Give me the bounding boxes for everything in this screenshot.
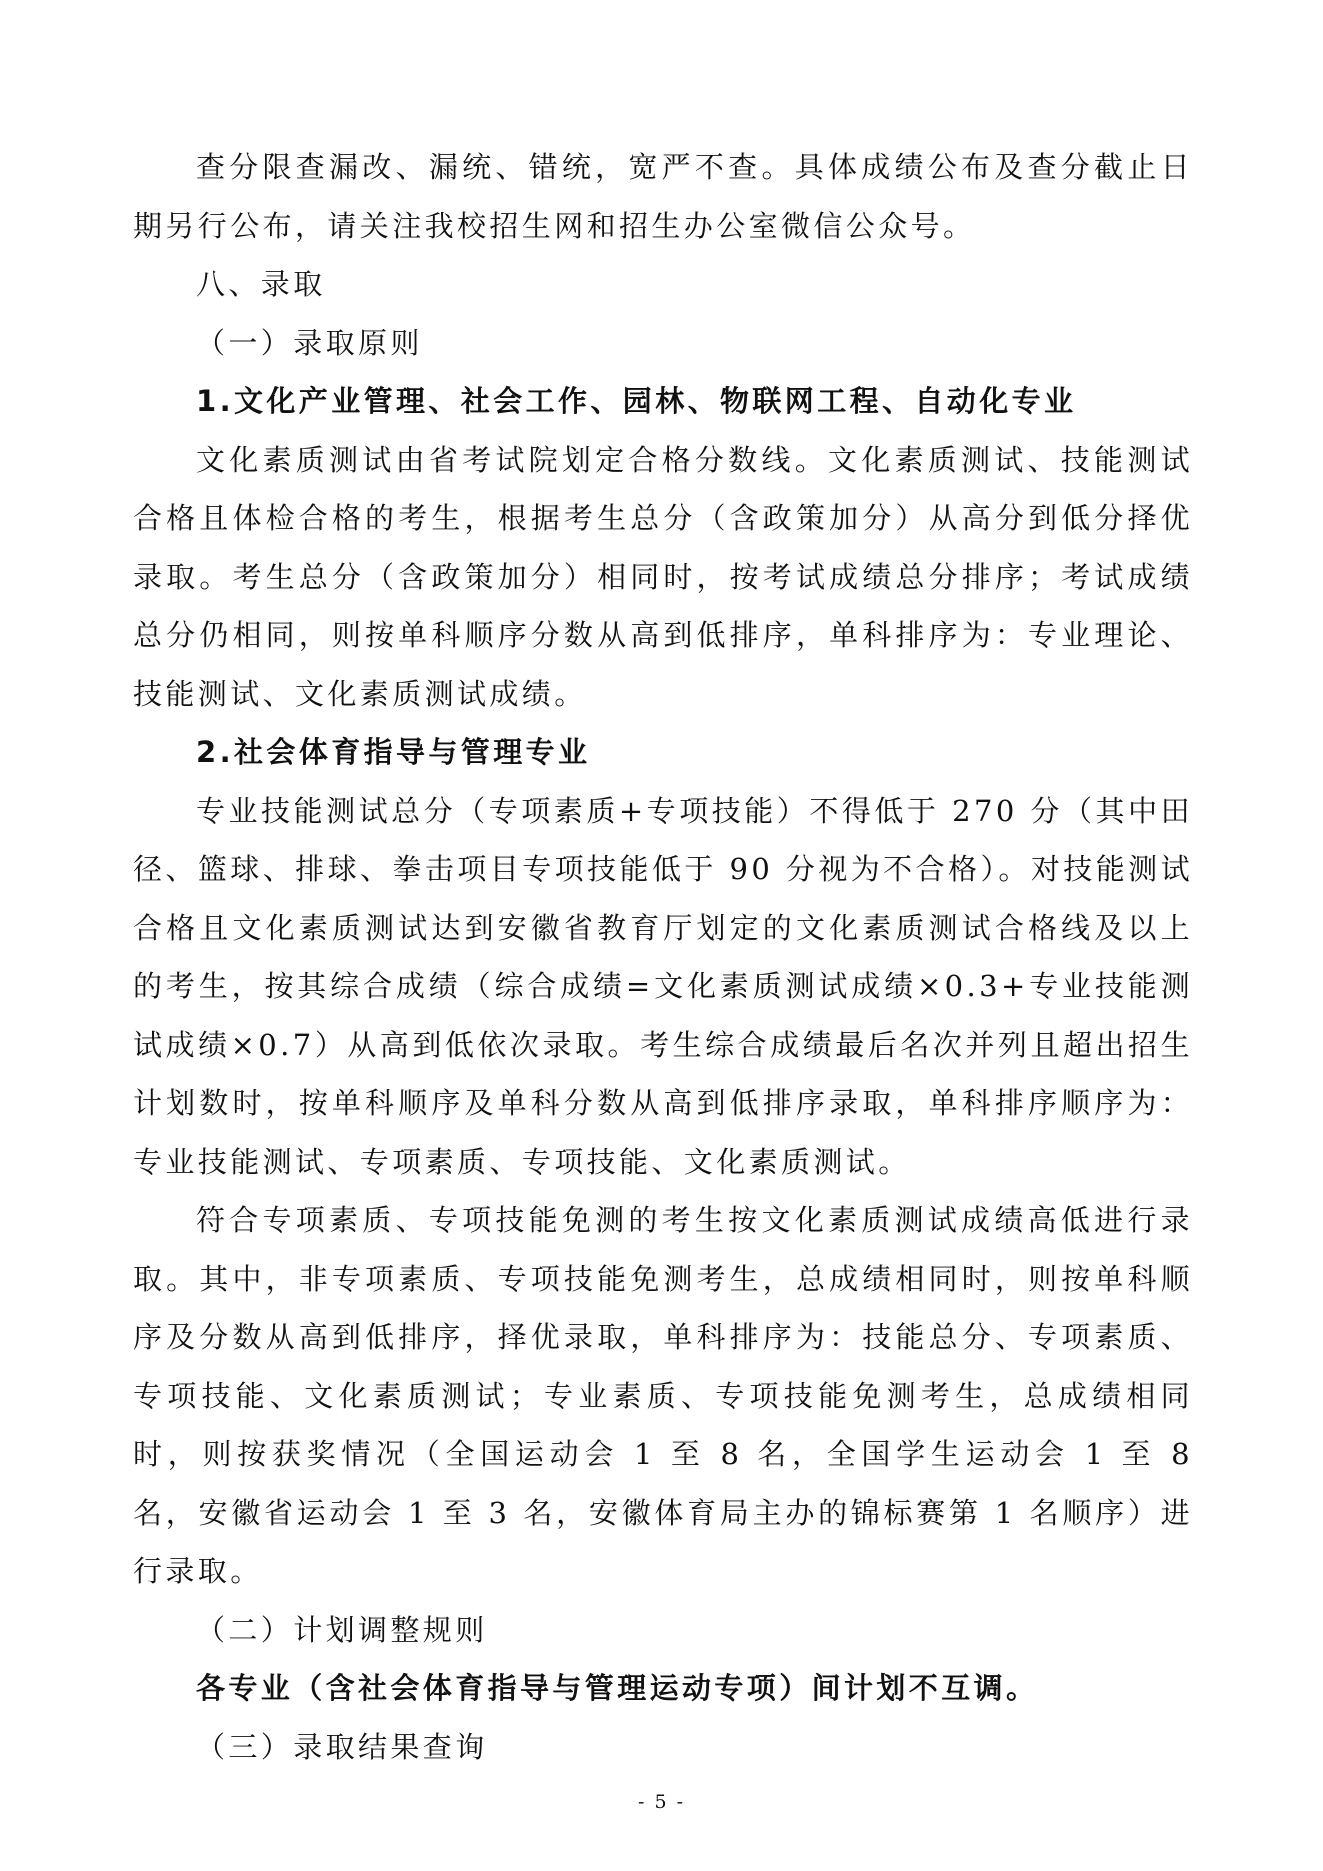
subsection-admission-principles: （一）录取原则 — [196, 325, 423, 360]
page-number: - 5 - — [637, 1791, 685, 1813]
section-heading-admission: 八、录取 — [196, 267, 326, 301]
paragraph-score-review: 查分限查漏改、漏统、错统，宽严不查。具体成绩公布及查分截止日期另行公布，请关注我校招生网和招生办公室微信公众号。 — [133, 150, 1193, 243]
paragraph-exempt-candidates: 符合专项素质、专项技能免测的考生按文化素质测试成绩高低进行录取。其中，非专项素质、专项技能免测考生，总成绩相同时，则按单科顺序及分数从高到低排序，择优录取，单科排序为：技能总分、专项素质、专项技能、文化素质测试；专业素质、专项技能免测考生，总成绩相同时，则按获奖情况（全国运动会 1 至 8 名，全国学生运动会 1 至 8 名，安徽省运动会 1 至 3 名，安徽体育局主办的锦标赛第 1 名顺序）进行录取。 — [133, 1203, 1193, 1588]
paragraph-majors-group-1-rules: 文化素质测试由省考试院划定合格分数线。文化素质测试、技能测试合格且体检合格的考生，根据考生总分（含政策加分）从高分到低分择优录取。考生总分（含政策加分）相同时，按考试成绩总分排序；考试成绩总分仍相同，则按单科顺序分数从高到低排序，单科排序为：专业理论、技能测试、文化素质测试成绩。 — [133, 442, 1193, 711]
paragraph-sports-major-rules: 专业技能测试总分（专项素质+专项技能）不得低于 270 分（其中田径、篮球、排球、拳击项目专项技能低于 90 分视为不合格）。对技能测试合格且文化素质测试达到安徽省教育厅划定的文化素质测试合格线及以上的考生，按其综合成绩（综合成绩=文化素质测试成绩×0.3+专业技能测试成绩×0.7）从高到低依次录取。考生综合成绩最后名次并列且超出招生计划数时，按单科顺序及单科分数从高到低排序录取，单科排序顺序为：专业技能测试、专项素质、专项技能、文化素质测试。 — [133, 793, 1193, 1179]
heading-sports-major: 2.社会体育指导与管理专业 — [196, 735, 591, 769]
document-body — [133, 138, 1193, 1776]
heading-majors-group-1: 1.文化产业管理、社会工作、园林、物联网工程、自动化专业 — [196, 384, 1077, 418]
subsection-plan-adjustment: （二）计划调整规则 — [196, 1612, 488, 1647]
paragraph-no-plan-swap: 各专业（含社会体育指导与管理运动专项）间计划不互调。 — [196, 1671, 1039, 1705]
subsection-result-query: （三）录取结果查询 — [196, 1729, 488, 1764]
